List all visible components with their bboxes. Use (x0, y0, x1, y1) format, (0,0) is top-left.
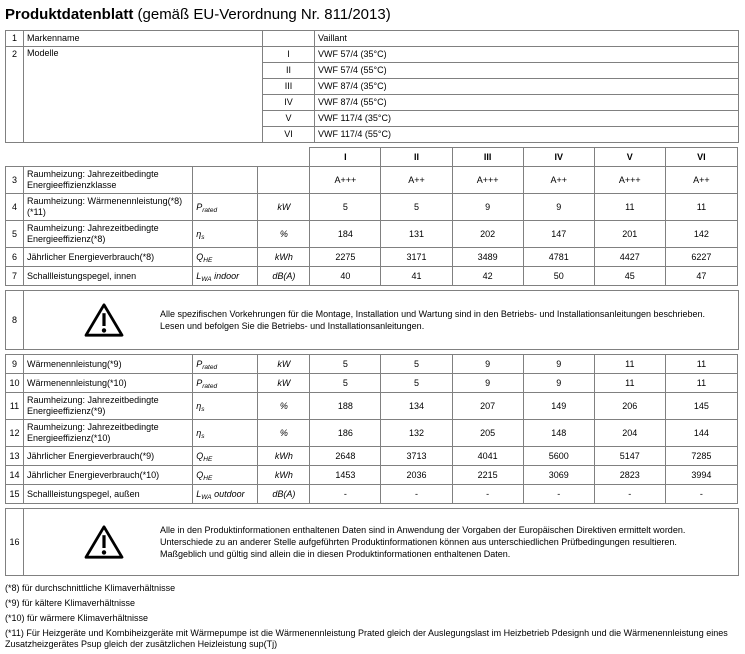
value-cell: - (381, 485, 452, 504)
value-cell: 202 (452, 221, 523, 248)
unit-cell: kWh (258, 466, 310, 485)
value-cell: 2275 (310, 248, 381, 267)
value-cell: - (310, 485, 381, 504)
value-cell: 184 (310, 221, 381, 248)
unit-cell: % (258, 393, 310, 420)
value-cell: 41 (381, 267, 452, 286)
value-cell: 3489 (452, 248, 523, 267)
row-label: Wärmenennleistung(*9) (24, 355, 193, 374)
symbol-main: Q (196, 469, 204, 480)
table-row (6, 267, 738, 286)
empty-cell (24, 148, 193, 167)
symbol-main: Q (196, 251, 204, 262)
value-cell: 42 (452, 267, 523, 286)
model-name: VWF 117/4 (55°C) (315, 127, 739, 143)
symbol-cell (193, 420, 258, 447)
column-header: I (310, 148, 381, 167)
page-title (5, 6, 738, 23)
symbol-cell (193, 485, 258, 504)
row-number: 2 (6, 47, 24, 143)
value-cell: 5 (381, 355, 452, 374)
table-row (6, 355, 738, 374)
symbol-cell (193, 267, 258, 286)
value-cell: 132 (381, 420, 452, 447)
symbol-cell (193, 393, 258, 420)
value-cell: 9 (523, 374, 594, 393)
value-cell: 147 (523, 221, 594, 248)
row-number: 12 (6, 420, 24, 447)
value-cell: - (523, 485, 594, 504)
value-cell: 3713 (381, 447, 452, 466)
symbol-cell (193, 248, 258, 267)
notice-16-table (5, 508, 739, 576)
heating-data-table-average (5, 147, 738, 286)
value-cell: 40 (310, 267, 381, 286)
table-row (6, 291, 739, 350)
value-cell: 186 (310, 420, 381, 447)
value-cell: A++ (381, 167, 452, 194)
table-row (6, 393, 738, 420)
value-cell: 50 (523, 267, 594, 286)
empty-cell (6, 148, 24, 167)
notice-text: Alle in den Produktinformationen enthaltenen Daten sind in Anwendung der Vorgaben der Europäischen Direktiven ermittelt worden. Unterschiede zu an anderer Stelle aufgeführten Produktinformationen können aus unterschiedlichen Prüfbedingungen resultieren. Maßgeblich und gültig sind allein die in diesen Produktinformationen enthaltenen Daten. (160, 525, 686, 559)
footnote: (*11) Für Heizgeräte und Kombiheizgeräte mit Wärmepumpe ist die Wärmenennleistung Prated gleich der Auslegungslast im Heizbetrieb Pdesignh und die Wärmenennleistung eines Zusatzheizgerätes Psup gleich der zusätzlichen Heizleistung sup(Tj) (5, 628, 728, 649)
value-cell: 144 (665, 420, 737, 447)
row-label: Wärmenennleistung(*10) (24, 374, 193, 393)
symbol-main: P (196, 201, 203, 212)
brand-models-table (5, 30, 739, 143)
notice-cell (24, 509, 739, 576)
value-cell: 2823 (594, 466, 665, 485)
table-row (6, 447, 738, 466)
warning-icon (84, 302, 124, 338)
empty-cell (193, 148, 258, 167)
symbol-subscript: s (201, 405, 205, 413)
row-number: 4 (6, 194, 24, 221)
row-number: 14 (6, 466, 24, 485)
empty-cell (263, 31, 315, 47)
unit-cell: kW (258, 374, 310, 393)
symbol-main: L (196, 270, 202, 281)
value-cell: 5 (310, 194, 381, 221)
model-name: VWF 87/4 (55°C) (315, 95, 739, 111)
value-cell: 134 (381, 393, 452, 420)
row-number: 6 (6, 248, 24, 267)
value-cell: 131 (381, 221, 452, 248)
symbol-subscript: HE (203, 256, 213, 264)
value-cell: 2036 (381, 466, 452, 485)
symbol-cell (193, 194, 258, 221)
value-cell: 5 (310, 374, 381, 393)
value-cell: 148 (523, 420, 594, 447)
warning-icon (84, 524, 124, 560)
table-row (6, 31, 739, 47)
value-cell: A+++ (594, 167, 665, 194)
column-header-row (6, 148, 738, 167)
symbol-cell (193, 221, 258, 248)
value-cell: 4041 (452, 447, 523, 466)
page-title-suffix: (gemäß EU-Verordnung Nr. 811/2013) (133, 6, 391, 23)
symbol-subscript: s (201, 432, 205, 440)
value-cell: 6227 (665, 248, 737, 267)
unit-cell: kW (258, 355, 310, 374)
value-cell: 2648 (310, 447, 381, 466)
value-cell: 142 (665, 221, 737, 248)
value-cell: A++ (523, 167, 594, 194)
symbol-main: η (196, 228, 202, 239)
value-cell: 9 (523, 355, 594, 374)
table-row (6, 420, 738, 447)
symbol-main: P (196, 358, 203, 369)
footnotes (5, 583, 738, 650)
value-cell: 149 (523, 393, 594, 420)
row-number: 16 (6, 509, 24, 576)
empty-cell (258, 148, 310, 167)
value-cell: 204 (594, 420, 665, 447)
symbol-subscript: WA (201, 493, 212, 501)
value-cell: 4781 (523, 248, 594, 267)
value-cell: 9 (452, 355, 523, 374)
value-cell: 9 (452, 374, 523, 393)
model-name: VWF 57/4 (35°C) (315, 47, 739, 63)
row-label: Schallleistungspegel, außen (24, 485, 193, 504)
row-label: Schallleistungspegel, innen (24, 267, 193, 286)
symbol-main: Q (196, 450, 204, 461)
value-cell: 5147 (594, 447, 665, 466)
page-title-main: Produktdatenblatt (5, 6, 134, 23)
table-row (6, 485, 738, 504)
models-label: Modelle (24, 47, 263, 143)
symbol-suffix: indoor (211, 270, 240, 281)
row-number: 1 (6, 31, 24, 47)
value-cell: - (665, 485, 737, 504)
row-label: Jährlicher Energieverbrauch(*9) (24, 447, 193, 466)
value-cell: 11 (665, 355, 737, 374)
model-name: VWF 117/4 (35°C) (315, 111, 739, 127)
value-cell: A+++ (310, 167, 381, 194)
value-cell: 5 (310, 355, 381, 374)
row-number: 8 (6, 291, 24, 350)
value-cell: 11 (594, 355, 665, 374)
unit-cell: kW (258, 194, 310, 221)
row-label: Raumheizung: Jahrezeitbedingte Energieeffizienz(*8) (24, 221, 193, 248)
row-label: Raumheizung: Jahrezeitbedingte Energieeffizienz(*10) (24, 420, 193, 447)
value-cell: 201 (594, 221, 665, 248)
column-header: V (594, 148, 665, 167)
table-row (6, 466, 738, 485)
value-cell: 207 (452, 393, 523, 420)
value-cell: 45 (594, 267, 665, 286)
row-number: 5 (6, 221, 24, 248)
footnote: (*10) für wärmere Klimaverhältnisse (5, 613, 149, 623)
table-row (6, 47, 739, 63)
value-cell: 2215 (452, 466, 523, 485)
row-number: 3 (6, 167, 24, 194)
row-number: 7 (6, 267, 24, 286)
symbol-subscript: HE (203, 474, 213, 482)
value-cell: 9 (452, 194, 523, 221)
row-label: Jährlicher Energieverbrauch(*8) (24, 248, 193, 267)
value-cell: 9 (523, 194, 594, 221)
model-numeral: III (263, 79, 315, 95)
value-cell: 11 (665, 194, 737, 221)
value-cell: 205 (452, 420, 523, 447)
row-number: 10 (6, 374, 24, 393)
symbol-main: η (196, 427, 202, 438)
row-number: 11 (6, 393, 24, 420)
value-cell: A+++ (452, 167, 523, 194)
row-label: Raumheizung: Jahrezeitbedingte Energieeffizienz(*9) (24, 393, 193, 420)
symbol-subscript: rated (202, 363, 218, 371)
symbol-suffix: outdoor (211, 488, 245, 499)
table-row (6, 248, 738, 267)
model-numeral: V (263, 111, 315, 127)
value-cell: 5 (381, 374, 452, 393)
value-cell: 7285 (665, 447, 737, 466)
value-cell: - (594, 485, 665, 504)
row-label: Raumheizung: Jahrezeitbedingte Energieeffizienzklasse (24, 167, 193, 194)
table-row (6, 194, 738, 221)
notice-text: Alle spezifischen Vorkehrungen für die Montage, Installation und Wartung sind in den Betriebs- und Installationsanleitungen beschrieben. Lesen und befolgen Sie die Betriebs- und Installationsanleitungen. (160, 309, 706, 331)
unit-cell: dB(A) (258, 267, 310, 286)
model-numeral: II (263, 63, 315, 79)
model-name: VWF 57/4 (55°C) (315, 63, 739, 79)
model-name: VWF 87/4 (35°C) (315, 79, 739, 95)
unit-cell: dB(A) (258, 485, 310, 504)
heating-data-table-climates (5, 354, 738, 504)
row-label: Raumheizung: Wärmenennleistung(*8) (*11) (24, 194, 193, 221)
model-numeral: IV (263, 95, 315, 111)
value-cell: A++ (665, 167, 737, 194)
model-numeral: I (263, 47, 315, 63)
unit-cell: % (258, 221, 310, 248)
symbol-subscript: s (201, 233, 205, 241)
table-row (6, 374, 738, 393)
value-cell: 3171 (381, 248, 452, 267)
table-row (6, 221, 738, 248)
value-cell: - (452, 485, 523, 504)
symbol-subscript: HE (203, 455, 213, 463)
symbol-subscript: rated (202, 382, 218, 390)
row-number: 9 (6, 355, 24, 374)
symbol-cell (193, 355, 258, 374)
footnote: (*8) für durchschnittliche Klimaverhältnisse (5, 583, 176, 593)
unit-cell (258, 167, 310, 194)
value-cell: 47 (665, 267, 737, 286)
column-header: II (381, 148, 452, 167)
value-cell: 3069 (523, 466, 594, 485)
symbol-main: L (196, 488, 202, 499)
value-cell: 4427 (594, 248, 665, 267)
table-row (6, 167, 738, 194)
column-header: III (452, 148, 523, 167)
symbol-cell (193, 167, 258, 194)
table-row (6, 509, 739, 576)
notice-cell (24, 291, 739, 350)
column-header: IV (523, 148, 594, 167)
value-cell: 1453 (310, 466, 381, 485)
unit-cell: kWh (258, 447, 310, 466)
value-cell: 5 (381, 194, 452, 221)
unit-cell: % (258, 420, 310, 447)
value-cell: 3994 (665, 466, 737, 485)
unit-cell: kWh (258, 248, 310, 267)
value-cell: 11 (594, 374, 665, 393)
symbol-cell (193, 466, 258, 485)
value-cell: 11 (594, 194, 665, 221)
value-cell: 188 (310, 393, 381, 420)
symbol-main: η (196, 400, 202, 411)
symbol-subscript: WA (201, 275, 212, 283)
column-header: VI (665, 148, 737, 167)
value-cell: 206 (594, 393, 665, 420)
value-cell: 145 (665, 393, 737, 420)
symbol-cell (193, 447, 258, 466)
model-numeral: VI (263, 127, 315, 143)
row-label: Jährlicher Energieverbrauch(*10) (24, 466, 193, 485)
row-number: 13 (6, 447, 24, 466)
symbol-subscript: rated (202, 206, 218, 214)
value-cell: 11 (665, 374, 737, 393)
brand-value: Vaillant (315, 31, 739, 47)
value-cell: 5600 (523, 447, 594, 466)
brand-label: Markenname (24, 31, 263, 47)
row-number: 15 (6, 485, 24, 504)
footnote: (*9) für kältere Klimaverhältnisse (5, 598, 136, 608)
symbol-main: P (196, 377, 203, 388)
notice-8-table (5, 290, 739, 350)
symbol-cell (193, 374, 258, 393)
